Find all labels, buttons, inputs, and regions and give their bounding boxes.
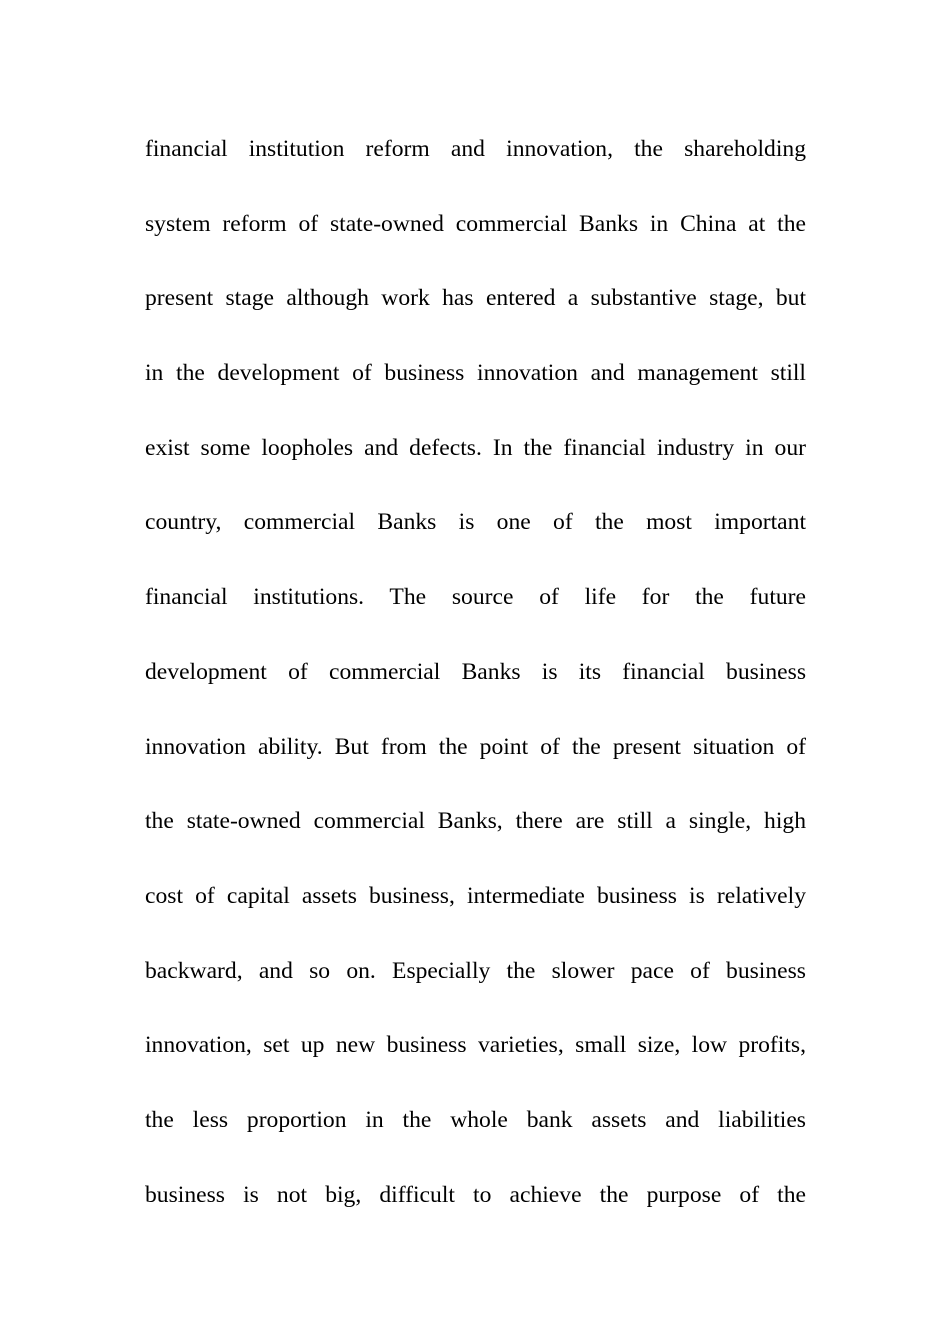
text-line: exist some loopholes and defects. In the financial industry in our: [145, 434, 806, 461]
text-line: the state-owned commercial Banks, there are still a single, high: [145, 808, 806, 835]
body-paragraph: [145, 112, 806, 1232]
text-line: innovation, set up new business varieties, small size, low profits,: [145, 1032, 806, 1059]
text-line: backward, and so on. Especially the slower pace of business: [145, 957, 806, 984]
text-line: financial institution reform and innovation, the shareholding: [145, 136, 806, 162]
text-line: development of commercial Banks is its financial business: [145, 658, 806, 685]
text-line: financial institutions. The source of life for the future: [145, 584, 806, 611]
text-line: business is not big, difficult to achieve the purpose of the: [145, 1181, 806, 1208]
text-line: present stage although work has entered a substantive stage, but: [145, 285, 806, 312]
text-line: system reform of state-owned commercial Banks in China at the: [145, 210, 806, 237]
text-line: country, commercial Banks is one of the most important: [145, 509, 806, 536]
text-line: cost of capital assets business, intermediate business is relatively: [145, 882, 806, 909]
text-line: in the development of business innovation and management still: [145, 360, 806, 387]
text-line: the less proportion in the whole bank assets and liabilities: [145, 1106, 806, 1133]
text-line: innovation ability. But from the point of the present situation of: [145, 733, 806, 760]
